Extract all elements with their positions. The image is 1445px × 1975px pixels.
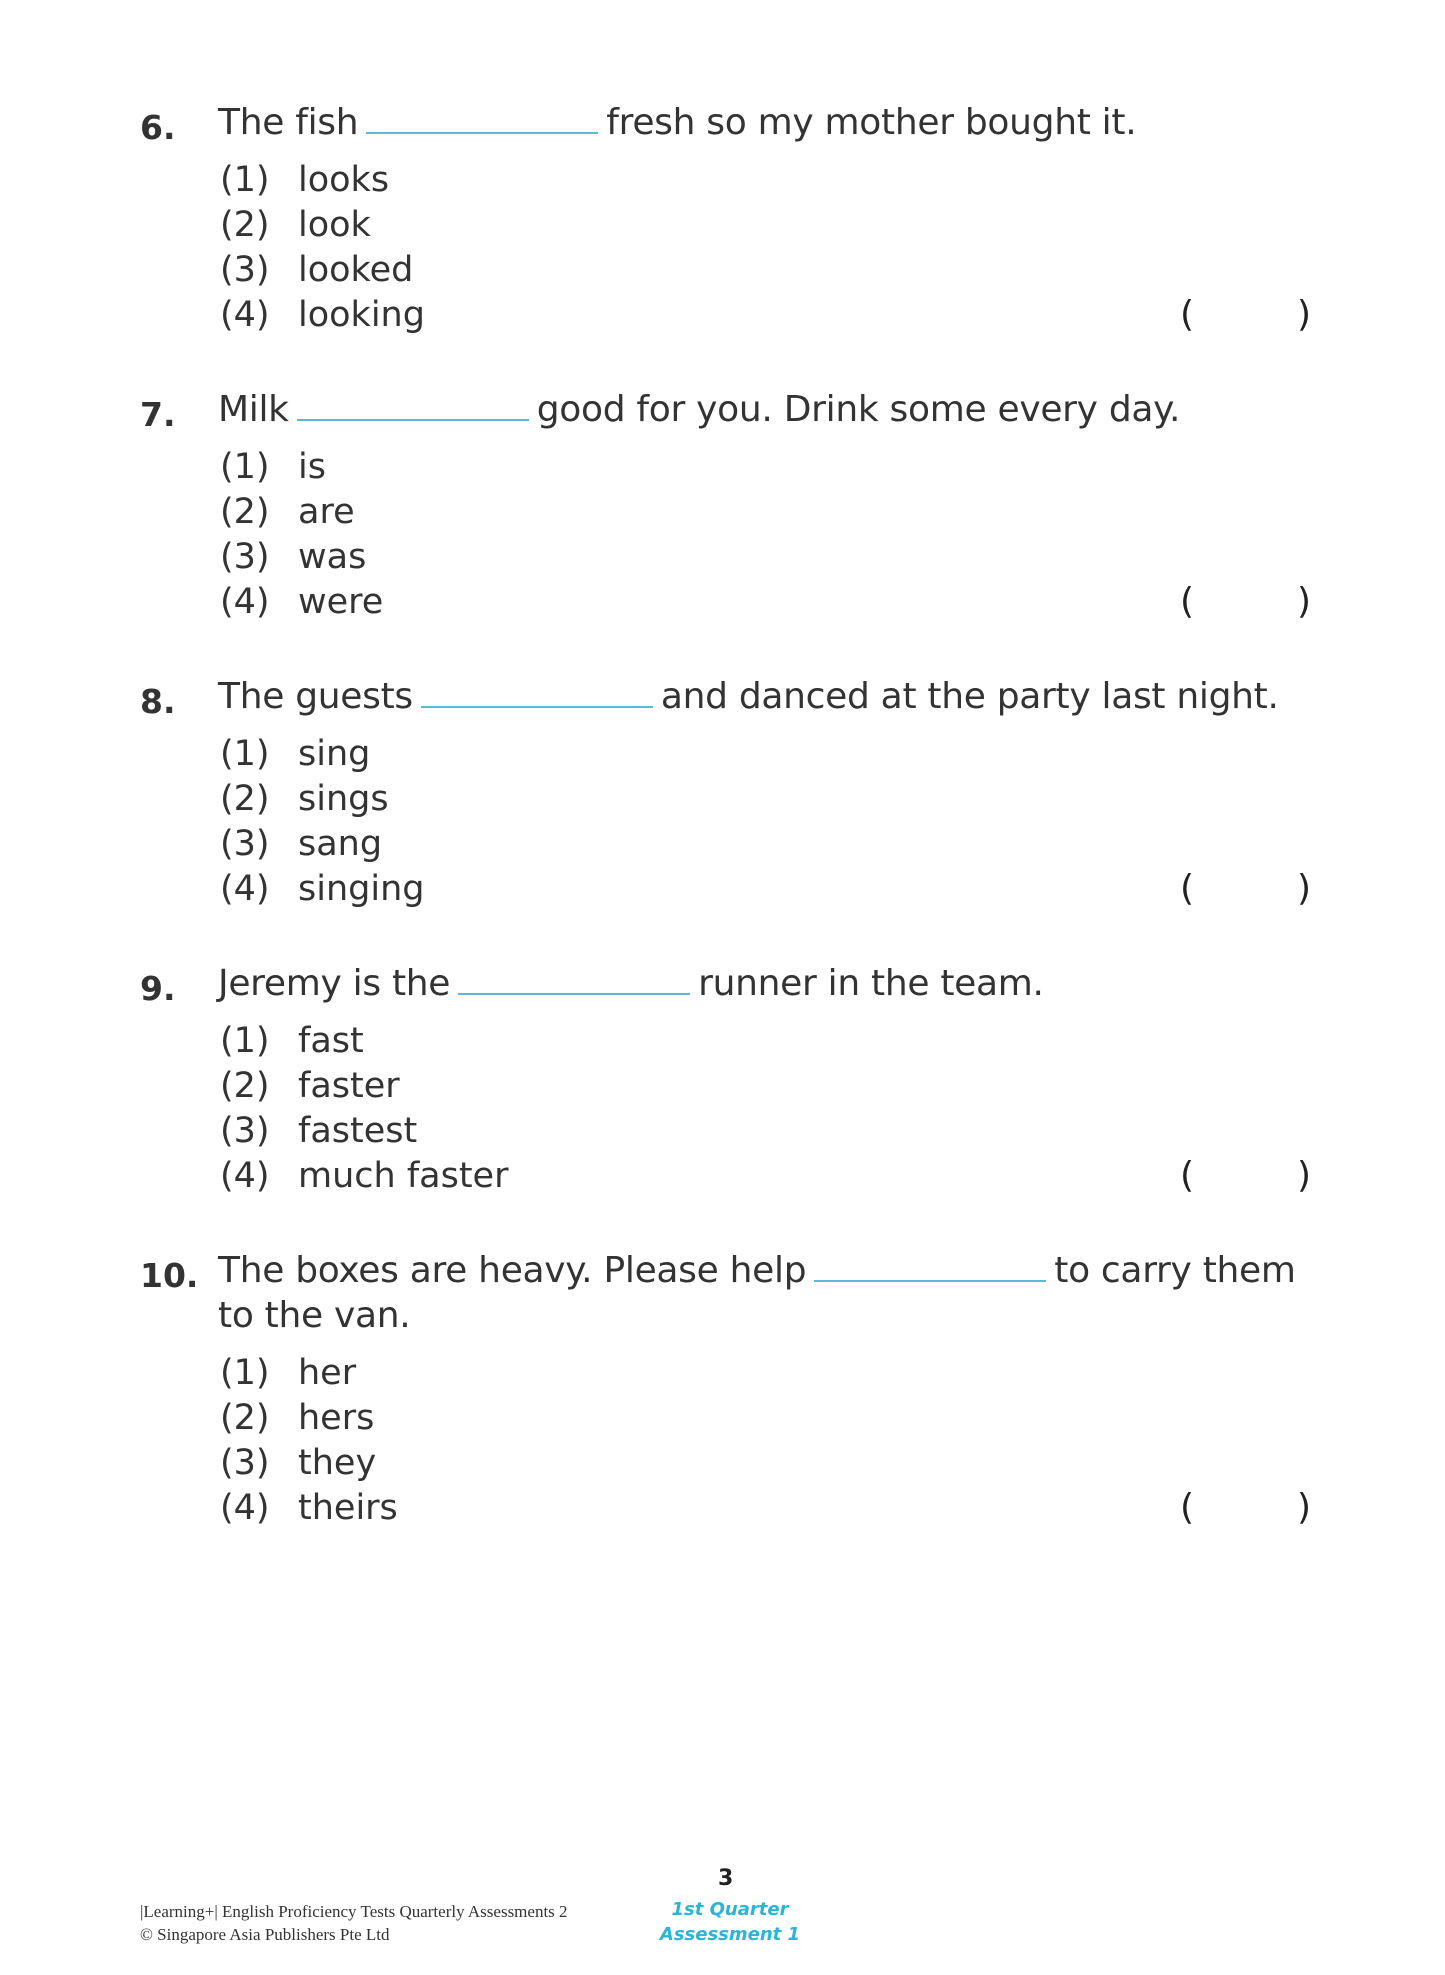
answer-box-close[interactable]: ) (1297, 868, 1312, 909)
option-2[interactable]: (2) sings (220, 779, 389, 819)
answer-box-open[interactable]: ( (1180, 1487, 1195, 1528)
stem-before: The boxes are heavy. Please help (218, 1250, 807, 1291)
option-4[interactable]: (4) singing (220, 869, 425, 909)
option-4[interactable]: (4) looking (220, 295, 425, 335)
option-1[interactable]: (1) fast (220, 1021, 364, 1061)
option-3[interactable]: (3) they (220, 1443, 377, 1483)
answer-box-close[interactable]: ) (1297, 294, 1312, 335)
question-number: 9. (140, 969, 176, 1008)
option-1[interactable]: (1) looks (220, 160, 390, 200)
option-1[interactable]: (1) is (220, 447, 326, 487)
option-3[interactable]: (3) was (220, 537, 367, 577)
badge-line-2: Assessment 1 (659, 1924, 801, 1945)
option-2[interactable]: (2) are (220, 492, 355, 532)
badge-line-1: 1st Quarter (671, 1899, 789, 1920)
question-number: 7. (140, 395, 176, 434)
option-4[interactable]: (4) much faster (220, 1156, 509, 1196)
answer-blank (421, 678, 653, 708)
option-2[interactable]: (2) hers (220, 1398, 375, 1438)
answer-blank (814, 1252, 1046, 1282)
option-1[interactable]: (1) sing (220, 734, 371, 774)
option-3[interactable]: (3) looked (220, 250, 414, 290)
answer-box-open[interactable]: ( (1180, 868, 1195, 909)
stem-after: and danced at the party last night. (660, 676, 1279, 717)
question-stem-line-2: to the van. (218, 1295, 411, 1336)
answer-blank (458, 965, 690, 995)
answer-box-close[interactable]: ) (1297, 1487, 1312, 1528)
question-stem (218, 1248, 1296, 1294)
option-2[interactable]: (2) look (220, 205, 371, 245)
stem-before: The guests (218, 676, 413, 717)
stem-before: Milk (218, 389, 289, 430)
option-3[interactable]: (3) sang (220, 824, 383, 864)
question-number: 6. (140, 108, 176, 147)
book-title: |Learning+| English Proficiency Tests Quarterly Assessments 2 (140, 1902, 568, 1921)
question-stem (218, 100, 1136, 146)
answer-blank (366, 104, 598, 134)
stem-before: Jeremy is the (218, 963, 451, 1004)
answer-box-open[interactable]: ( (1180, 1155, 1195, 1196)
assessment-badge (655, 1897, 805, 1947)
question-number: 8. (140, 682, 176, 721)
option-2[interactable]: (2) faster (220, 1066, 400, 1106)
stem-after: to carry them (1054, 1250, 1296, 1291)
option-4[interactable]: (4) were (220, 582, 384, 622)
answer-box-close[interactable]: ) (1297, 1155, 1312, 1196)
stem-after: runner in the team. (698, 963, 1044, 1004)
stem-before: The fish (218, 102, 359, 143)
copyright: © Singapore Asia Publishers Pte Ltd (140, 1925, 390, 1944)
page-number: 3 (718, 1866, 734, 1891)
answer-box-close[interactable]: ) (1297, 581, 1312, 622)
stem-after: good for you. Drink some every day. (536, 389, 1181, 430)
answer-blank (297, 391, 529, 421)
footer-publisher (140, 1900, 568, 1946)
option-3[interactable]: (3) fastest (220, 1111, 418, 1151)
question-stem (218, 674, 1279, 720)
answer-box-open[interactable]: ( (1180, 294, 1195, 335)
question-stem (218, 387, 1180, 433)
option-1[interactable]: (1) her (220, 1353, 357, 1393)
answer-box-open[interactable]: ( (1180, 581, 1195, 622)
option-4[interactable]: (4) theirs (220, 1488, 398, 1528)
stem-after: fresh so my mother bought it. (606, 102, 1137, 143)
question-number: 10. (140, 1256, 199, 1295)
question-stem (218, 961, 1044, 1007)
